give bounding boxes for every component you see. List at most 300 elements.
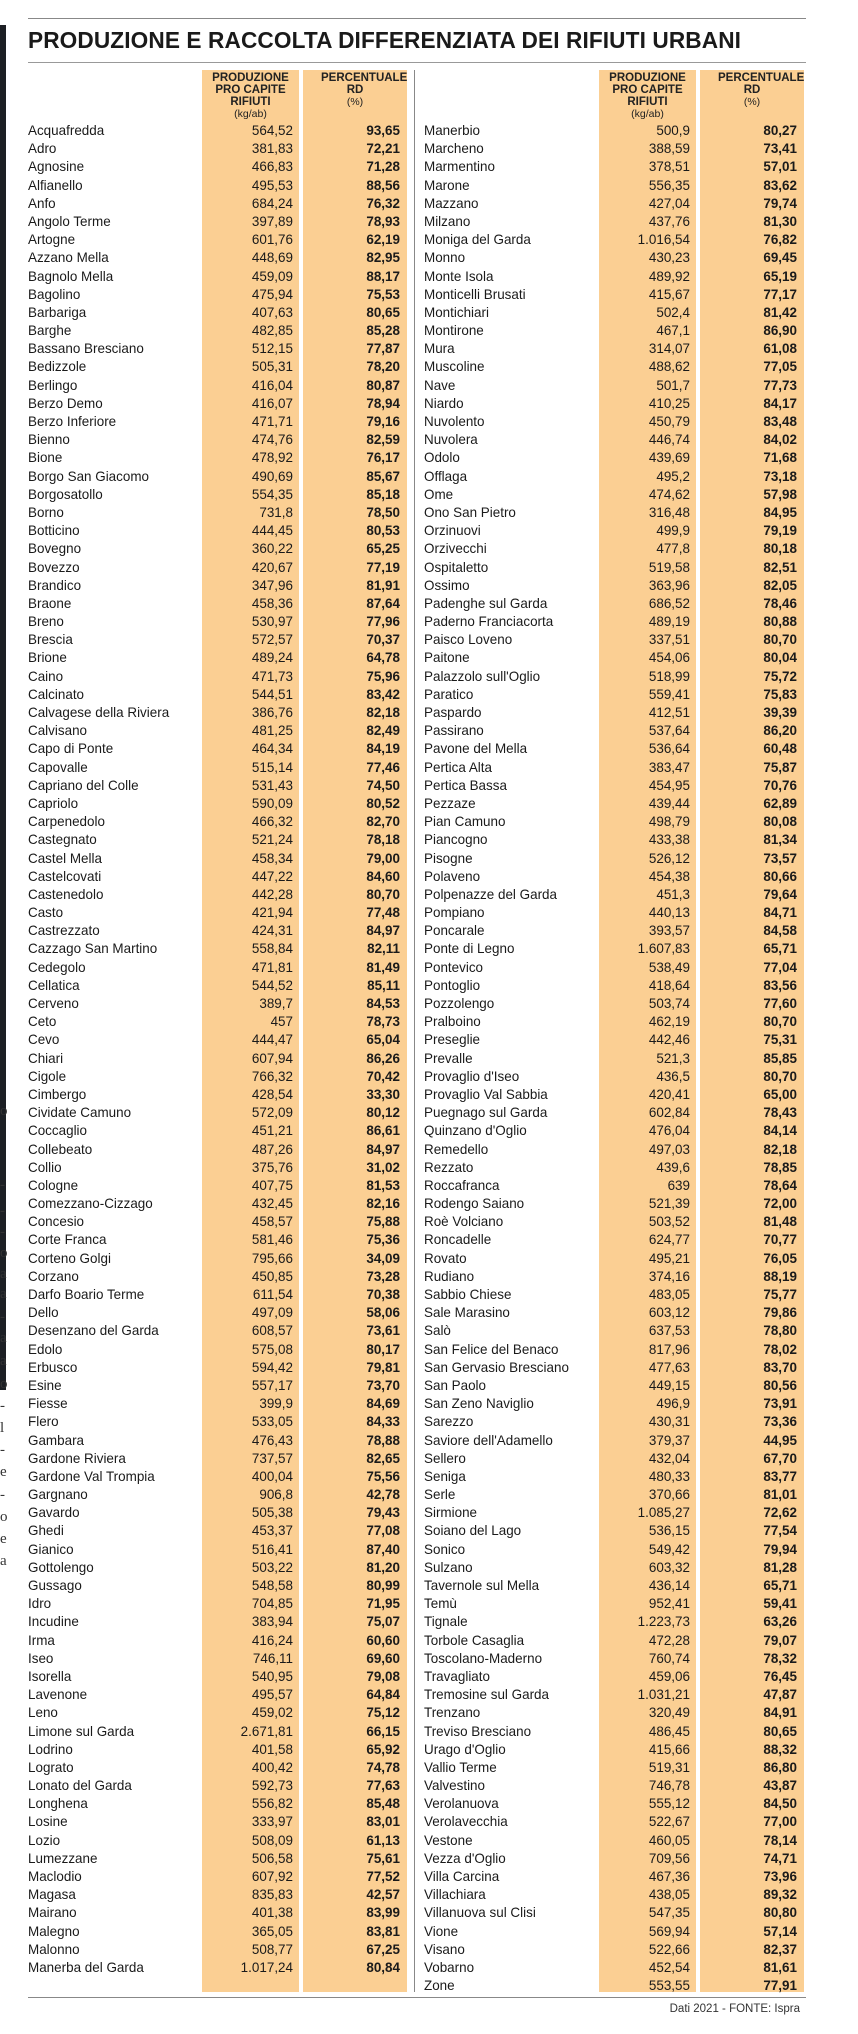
municipality-name: Montichiari [424,303,489,320]
percentage-value: 88,19 [763,1267,797,1284]
municipality-name: Polaveno [424,867,481,884]
municipality-name: Paitone [424,649,470,666]
production-value: 540,95 [251,1667,293,1684]
percentage-value: 80,70 [366,885,400,902]
production-value: 400,04 [251,1467,293,1484]
municipality-name: Salò [424,1322,451,1339]
production-value: 401,58 [251,1740,293,1757]
production-value: 446,74 [648,431,690,448]
percentage-value: 86,90 [763,322,797,339]
percentage-value: 80,80 [763,1904,797,1921]
percentage-value: 71,68 [763,449,797,466]
municipality-name: Monticelli Brusati [424,285,526,302]
municipality-name: Gambara [28,1431,85,1448]
production-value: 737,57 [251,1449,293,1466]
production-value: 572,09 [251,1104,293,1121]
municipality-name: Barghe [28,322,72,339]
municipality-name: Seniga [424,1467,466,1484]
percentage-value: 77,08 [366,1522,400,1539]
municipality-name: Capovalle [28,758,88,775]
production-value: 906,8 [259,1486,293,1503]
production-value: 410,25 [648,394,690,411]
municipality-name: Milzano [424,212,471,229]
percentage-value: 80,65 [763,1722,797,1739]
municipality-name: Corteno Golgi [28,1249,111,1266]
production-value: 506,58 [251,1849,293,1866]
municipality-name: Puegnago sul Garda [424,1104,548,1121]
production-value: 487,26 [251,1140,293,1157]
municipality-name: Sulzano [424,1558,473,1575]
production-value: 495,57 [251,1686,293,1703]
municipality-name: Comezzano-Cizzago [28,1195,153,1212]
municipality-name: Villachiara [424,1886,486,1903]
percentage-value: 78,50 [366,503,400,520]
municipality-name: Nuvolera [424,431,478,448]
production-value: 475,94 [251,285,293,302]
percentage-value: 73,91 [763,1395,797,1412]
production-value: 452,54 [648,1958,690,1975]
municipality-name: Montirone [424,322,484,339]
percentage-value: 78,80 [763,1322,797,1339]
municipality-name: Rodengo Saiano [424,1195,525,1212]
percentage-value: 78,46 [763,594,797,611]
municipality-name: Moniga del Garda [424,231,531,248]
adjacent-text-fragment: - [0,1309,5,1325]
production-value: 544,52 [251,976,293,993]
production-value: 1.607,83 [637,940,690,957]
municipality-name: Orzivecchi [424,540,487,557]
production-value: 459,06 [648,1667,690,1684]
production-value: 439,6 [656,1158,690,1175]
header-percentage [700,72,804,108]
percentage-value: 65,25 [366,540,400,557]
percentage-value: 74,50 [366,776,400,793]
production-value: 537,64 [648,722,690,739]
municipality-name: Mazzano [424,194,479,211]
production-value: 444,45 [251,522,293,539]
production-value: 407,63 [251,303,293,320]
production-value: 533,05 [251,1413,293,1430]
percentage-value: 84,33 [366,1413,400,1430]
production-value: 490,69 [251,467,293,484]
percentage-value: 81,91 [366,576,400,593]
production-value: 430,23 [648,249,690,266]
percentage-value: 83,56 [763,976,797,993]
production-value: 499,9 [656,522,690,539]
column-divider [414,70,415,1992]
municipality-name: Berzo Demo [28,394,103,411]
municipality-name: Bagolino [28,285,81,302]
production-value: 374,16 [648,1267,690,1284]
municipality-name: Pompiano [424,904,485,921]
production-value: 602,84 [648,1104,690,1121]
municipality-name: Verolanuova [424,1795,499,1812]
production-value: 378,51 [648,158,690,175]
adjacent-text-fragment: e [0,1531,7,1547]
municipality-name: Gottolengo [28,1558,94,1575]
percentage-value: 80,87 [366,376,400,393]
municipality-name: Sale Marasino [424,1304,510,1321]
percentage-value: 63,26 [763,1613,797,1630]
production-value: 481,25 [251,722,293,739]
municipality-name: Pralboino [424,1013,481,1030]
municipality-name: Saviore dell'Adamello [424,1431,553,1448]
municipality-name: Gargnano [28,1486,88,1503]
percentage-value: 80,70 [763,1067,797,1084]
production-value: 430,31 [648,1413,690,1430]
percentage-value: 65,92 [366,1740,400,1757]
production-value: 360,22 [251,540,293,557]
percentage-value: 78,94 [366,394,400,411]
percentage-value: 82,95 [366,249,400,266]
percentage-value: 73,96 [763,1868,797,1884]
municipality-name: Nave [424,376,456,393]
production-value: 746,78 [648,1777,690,1794]
municipality-name: Sarezzo [424,1413,474,1430]
municipality-name: Anfo [28,194,56,211]
production-value: 497,03 [648,1140,690,1157]
production-value: 608,57 [251,1322,293,1339]
municipality-name: Longhena [28,1795,88,1812]
production-value: 521,24 [251,831,293,848]
percentage-value: 82,70 [366,813,400,830]
percentage-value: 72,00 [763,1195,797,1212]
production-value: 684,24 [251,194,293,211]
municipality-name: Azzano Mella [28,249,109,266]
production-value: 572,57 [251,631,293,648]
production-value: 486,45 [648,1722,690,1739]
municipality-name: Desenzano del Garda [28,1322,159,1339]
municipality-name: Iseo [28,1649,54,1666]
percentage-value: 82,65 [366,1449,400,1466]
production-value: 505,38 [251,1504,293,1521]
production-value: 555,12 [648,1795,690,1812]
percentage-value: 87,40 [366,1540,400,1557]
municipality-name: Corte Franca [28,1231,107,1248]
municipality-name: Toscolano-Maderno [424,1649,543,1666]
production-value: 709,56 [648,1849,690,1866]
percentage-value: 86,80 [763,1758,797,1775]
municipality-name: Vestone [424,1831,473,1848]
municipality-name: Collio [28,1158,62,1175]
municipality-name: Cellatica [28,976,80,993]
production-value: 314,07 [648,340,690,357]
municipality-name: Cigole [28,1067,67,1084]
percentage-value: 78,20 [366,358,400,375]
municipality-name: Berzo Inferiore [28,413,117,429]
percentage-value: 82,37 [763,1940,797,1957]
production-value: 503,74 [648,995,690,1011]
percentage-value: 65,71 [763,940,797,957]
municipality-name: Concesio [28,1213,85,1230]
production-value: 594,42 [251,1358,293,1375]
municipality-name: San Paolo [424,1376,487,1393]
municipality-name: Castegnato [28,831,97,848]
production-value: 686,52 [648,594,690,611]
municipality-name: Roccafranca [424,1176,500,1193]
production-value: 503,22 [251,1558,293,1575]
percentage-value: 80,65 [366,303,400,320]
production-value: 795,66 [251,1249,293,1266]
municipality-name: Rezzato [424,1158,474,1175]
municipality-name: Acquafredda [28,122,105,138]
municipality-name: Gardone Riviera [28,1449,126,1466]
municipality-name: Barbariga [28,303,87,320]
production-value: 375,76 [251,1158,293,1175]
production-value: 347,96 [251,576,293,593]
percentage-value: 84,60 [366,867,400,884]
production-value: 480,33 [648,1467,690,1484]
production-value: 420,41 [648,1085,690,1102]
production-value: 817,96 [648,1340,690,1357]
adjacent-text-fragment: o [0,1245,8,1261]
municipality-name: Castel Mella [28,849,102,866]
municipality-name: Quinzano d'Oglio [424,1122,527,1139]
municipality-name: Bassano Bresciano [28,340,144,357]
production-value: 457 [270,1013,293,1030]
municipality-name: Orzinuovi [424,522,481,539]
municipality-name: Nuvolento [424,413,485,429]
municipality-name: Pontoglio [424,976,481,993]
production-value: 454,38 [648,867,690,884]
municipality-name: Cevo [28,1031,60,1048]
production-value: 418,64 [648,976,690,993]
percentage-value: 73,70 [366,1376,400,1393]
production-value: 489,19 [648,613,690,630]
production-value: 766,32 [251,1067,293,1084]
production-value: 415,66 [648,1740,690,1757]
production-value: 454,95 [648,776,690,793]
municipality-name: Soiano del Lago [424,1522,522,1539]
percentage-value: 75,36 [366,1231,400,1248]
percentage-value: 83,81 [366,1922,400,1939]
percentage-value: 78,64 [763,1176,797,1193]
percentage-value: 83,48 [763,413,797,429]
percentage-value: 85,11 [367,976,400,993]
production-value: 450,85 [251,1267,293,1284]
municipality-name: Villanuova sul Clisi [424,1904,536,1921]
production-value: 1.016,54 [637,231,690,248]
production-value: 2.671,81 [240,1722,293,1739]
percentage-value: 77,05 [763,358,797,375]
top-border [28,18,806,19]
municipality-name: Braone [28,594,72,611]
municipality-name: Odolo [424,449,460,466]
municipality-name: Lograto [28,1758,74,1775]
municipality-name: Pertica Alta [424,758,492,775]
production-value: 624,77 [648,1231,690,1248]
municipality-name: Serle [424,1486,456,1503]
percentage-value: 75,77 [763,1286,797,1302]
percentage-value: 77,00 [763,1813,797,1830]
production-value: 389,7 [259,995,293,1011]
production-value: 516,41 [251,1540,293,1557]
municipality-name: Magasa [28,1886,76,1903]
adjacent-text-fragment: o [0,1103,8,1119]
municipality-name: Offlaga [424,467,468,484]
production-value: 383,47 [648,758,690,775]
production-value: 363,96 [648,576,690,593]
percentage-value: 80,27 [763,122,797,138]
municipality-name: Tavernole sul Mella [424,1577,540,1593]
municipality-name: Castelcovati [28,867,102,884]
municipality-name: Erbusco [28,1358,78,1375]
production-value: 466,32 [251,813,293,830]
municipality-name: Calcinato [28,685,85,702]
percentage-value: 47,87 [763,1686,797,1703]
percentage-value: 83,42 [366,685,400,702]
production-value: 477,8 [656,540,690,557]
municipality-name: Monno [424,249,466,266]
production-value: 439,44 [648,794,690,811]
percentage-value: 44,95 [763,1431,797,1448]
production-value: 381,83 [251,140,293,157]
municipality-name: Bovegno [28,540,82,557]
municipality-name: Monte Isola [424,267,494,284]
municipality-name: Pavone del Mella [424,740,528,757]
percentage-value: 84,95 [763,503,797,520]
production-value: 498,79 [648,813,690,830]
municipality-name: Sonico [424,1540,466,1557]
percentage-value: 57,98 [763,485,797,502]
percentage-value: 78,85 [763,1158,797,1175]
percentage-value: 80,18 [763,540,797,557]
production-value: 505,31 [251,358,293,375]
production-value: 704,85 [251,1595,293,1612]
production-value: 458,34 [251,849,293,866]
municipality-name: Provaglio d'Iseo [424,1067,520,1084]
percentage-value: 83,01 [366,1813,400,1830]
municipality-name: Passirano [424,722,484,739]
municipality-name: Temù [424,1595,457,1612]
percentage-value: 84,91 [763,1704,797,1721]
municipality-name: Cividate Camuno [28,1104,132,1121]
municipality-name: Irma [28,1631,55,1648]
production-value: 731,8 [259,503,293,520]
percentage-value: 77,52 [366,1868,400,1884]
municipality-name: Angolo Terme [28,212,111,229]
municipality-name: Bienno [28,431,70,448]
percentage-value: 80,99 [366,1577,400,1593]
title-rule [28,62,806,63]
production-value: 416,04 [251,376,293,393]
production-value: 427,04 [648,194,690,211]
percentage-value: 80,88 [763,613,797,630]
percentage-value: 78,32 [763,1649,797,1666]
municipality-name: Esine [28,1376,62,1393]
adjacent-text-fragment: - [0,1177,5,1193]
municipality-name: Brescia [28,631,73,648]
production-value: 421,94 [251,904,293,921]
percentage-value: 85,85 [763,1049,797,1066]
municipality-name: Lozio [28,1831,61,1848]
production-value: 442,28 [251,885,293,902]
production-value: 530,97 [251,613,293,630]
municipality-name: Poncarale [424,922,485,939]
production-value: 1.085,27 [637,1504,690,1521]
percentage-value: 70,42 [366,1067,400,1084]
percentage-value: 79,86 [763,1304,797,1321]
production-value: 420,67 [251,558,293,575]
municipality-name: Ghedi [28,1522,64,1539]
percentage-value: 66,15 [366,1722,400,1739]
percentage-value: 81,30 [763,212,797,229]
municipality-name: Dello [28,1304,59,1321]
header-production [200,72,301,120]
production-value: 500,9 [656,122,690,138]
municipality-name: Mura [424,340,455,357]
percentage-value: 80,12 [366,1104,400,1121]
percentage-value: 78,18 [366,831,400,848]
municipality-name: Caino [28,667,64,684]
percentage-value: 84,50 [763,1795,797,1812]
production-value: 558,84 [251,940,293,957]
percentage-value: 80,04 [763,649,797,666]
adjacent-column-edge [0,0,18,2034]
municipality-name: Berlingo [28,376,78,393]
percentage-value: 81,34 [763,831,797,848]
production-value: 536,15 [648,1522,690,1539]
production-value: 416,07 [251,394,293,411]
percentage-value: 73,28 [366,1267,400,1284]
percentage-value: 85,18 [366,485,400,502]
production-value: 495,53 [251,176,293,193]
production-value: 521,39 [648,1195,690,1212]
percentage-value: 89,32 [763,1886,797,1903]
percentage-value: 73,41 [763,140,797,157]
production-value: 471,73 [251,667,293,684]
production-value: 495,21 [648,1249,690,1266]
adjacent-text-fragment: - [0,1487,5,1503]
percentage-value: 78,73 [366,1013,400,1030]
municipality-name: Ospitaletto [424,558,489,575]
production-value: 379,37 [648,1431,690,1448]
municipality-name: Valvestino [424,1777,486,1794]
percentage-value: 80,84 [366,1958,400,1975]
percentage-value: 81,53 [366,1176,400,1193]
municipality-name: Pozzolengo [424,995,495,1011]
percentage-value: 65,04 [366,1031,400,1048]
production-value: 320,49 [648,1704,690,1721]
percentage-value: 75,96 [366,667,400,684]
production-value: 508,77 [251,1940,293,1957]
municipality-name: Bedizzole [28,358,87,375]
percentage-value: 33,30 [366,1085,400,1102]
municipality-name: Castrezzato [28,922,100,939]
municipality-name: Agnosine [28,158,85,175]
municipality-name: Remedello [424,1140,489,1157]
municipality-name: Paspardo [424,704,482,720]
municipality-name: Travagliato [424,1667,490,1684]
production-value: 476,04 [648,1122,690,1139]
municipality-name: Maclodio [28,1868,82,1884]
percentage-value: 65,19 [763,267,797,284]
percentage-value: 86,26 [366,1049,400,1066]
production-value: 401,38 [251,1904,293,1921]
municipality-name: Isorella [28,1667,72,1684]
percentage-value: 65,71 [763,1577,797,1593]
percentage-value: 64,78 [366,649,400,666]
adjacent-text-fragment: - [0,1203,5,1219]
production-value: 458,57 [251,1213,293,1230]
percentage-value: 42,57 [366,1886,400,1903]
percentage-value: 77,73 [763,376,797,393]
municipality-name: Cerveno [28,995,79,1011]
production-value: 447,22 [251,867,293,884]
production-value: 553,55 [648,1977,690,1994]
percentage-value: 75,07 [366,1613,400,1630]
production-value: 497,09 [251,1304,293,1321]
